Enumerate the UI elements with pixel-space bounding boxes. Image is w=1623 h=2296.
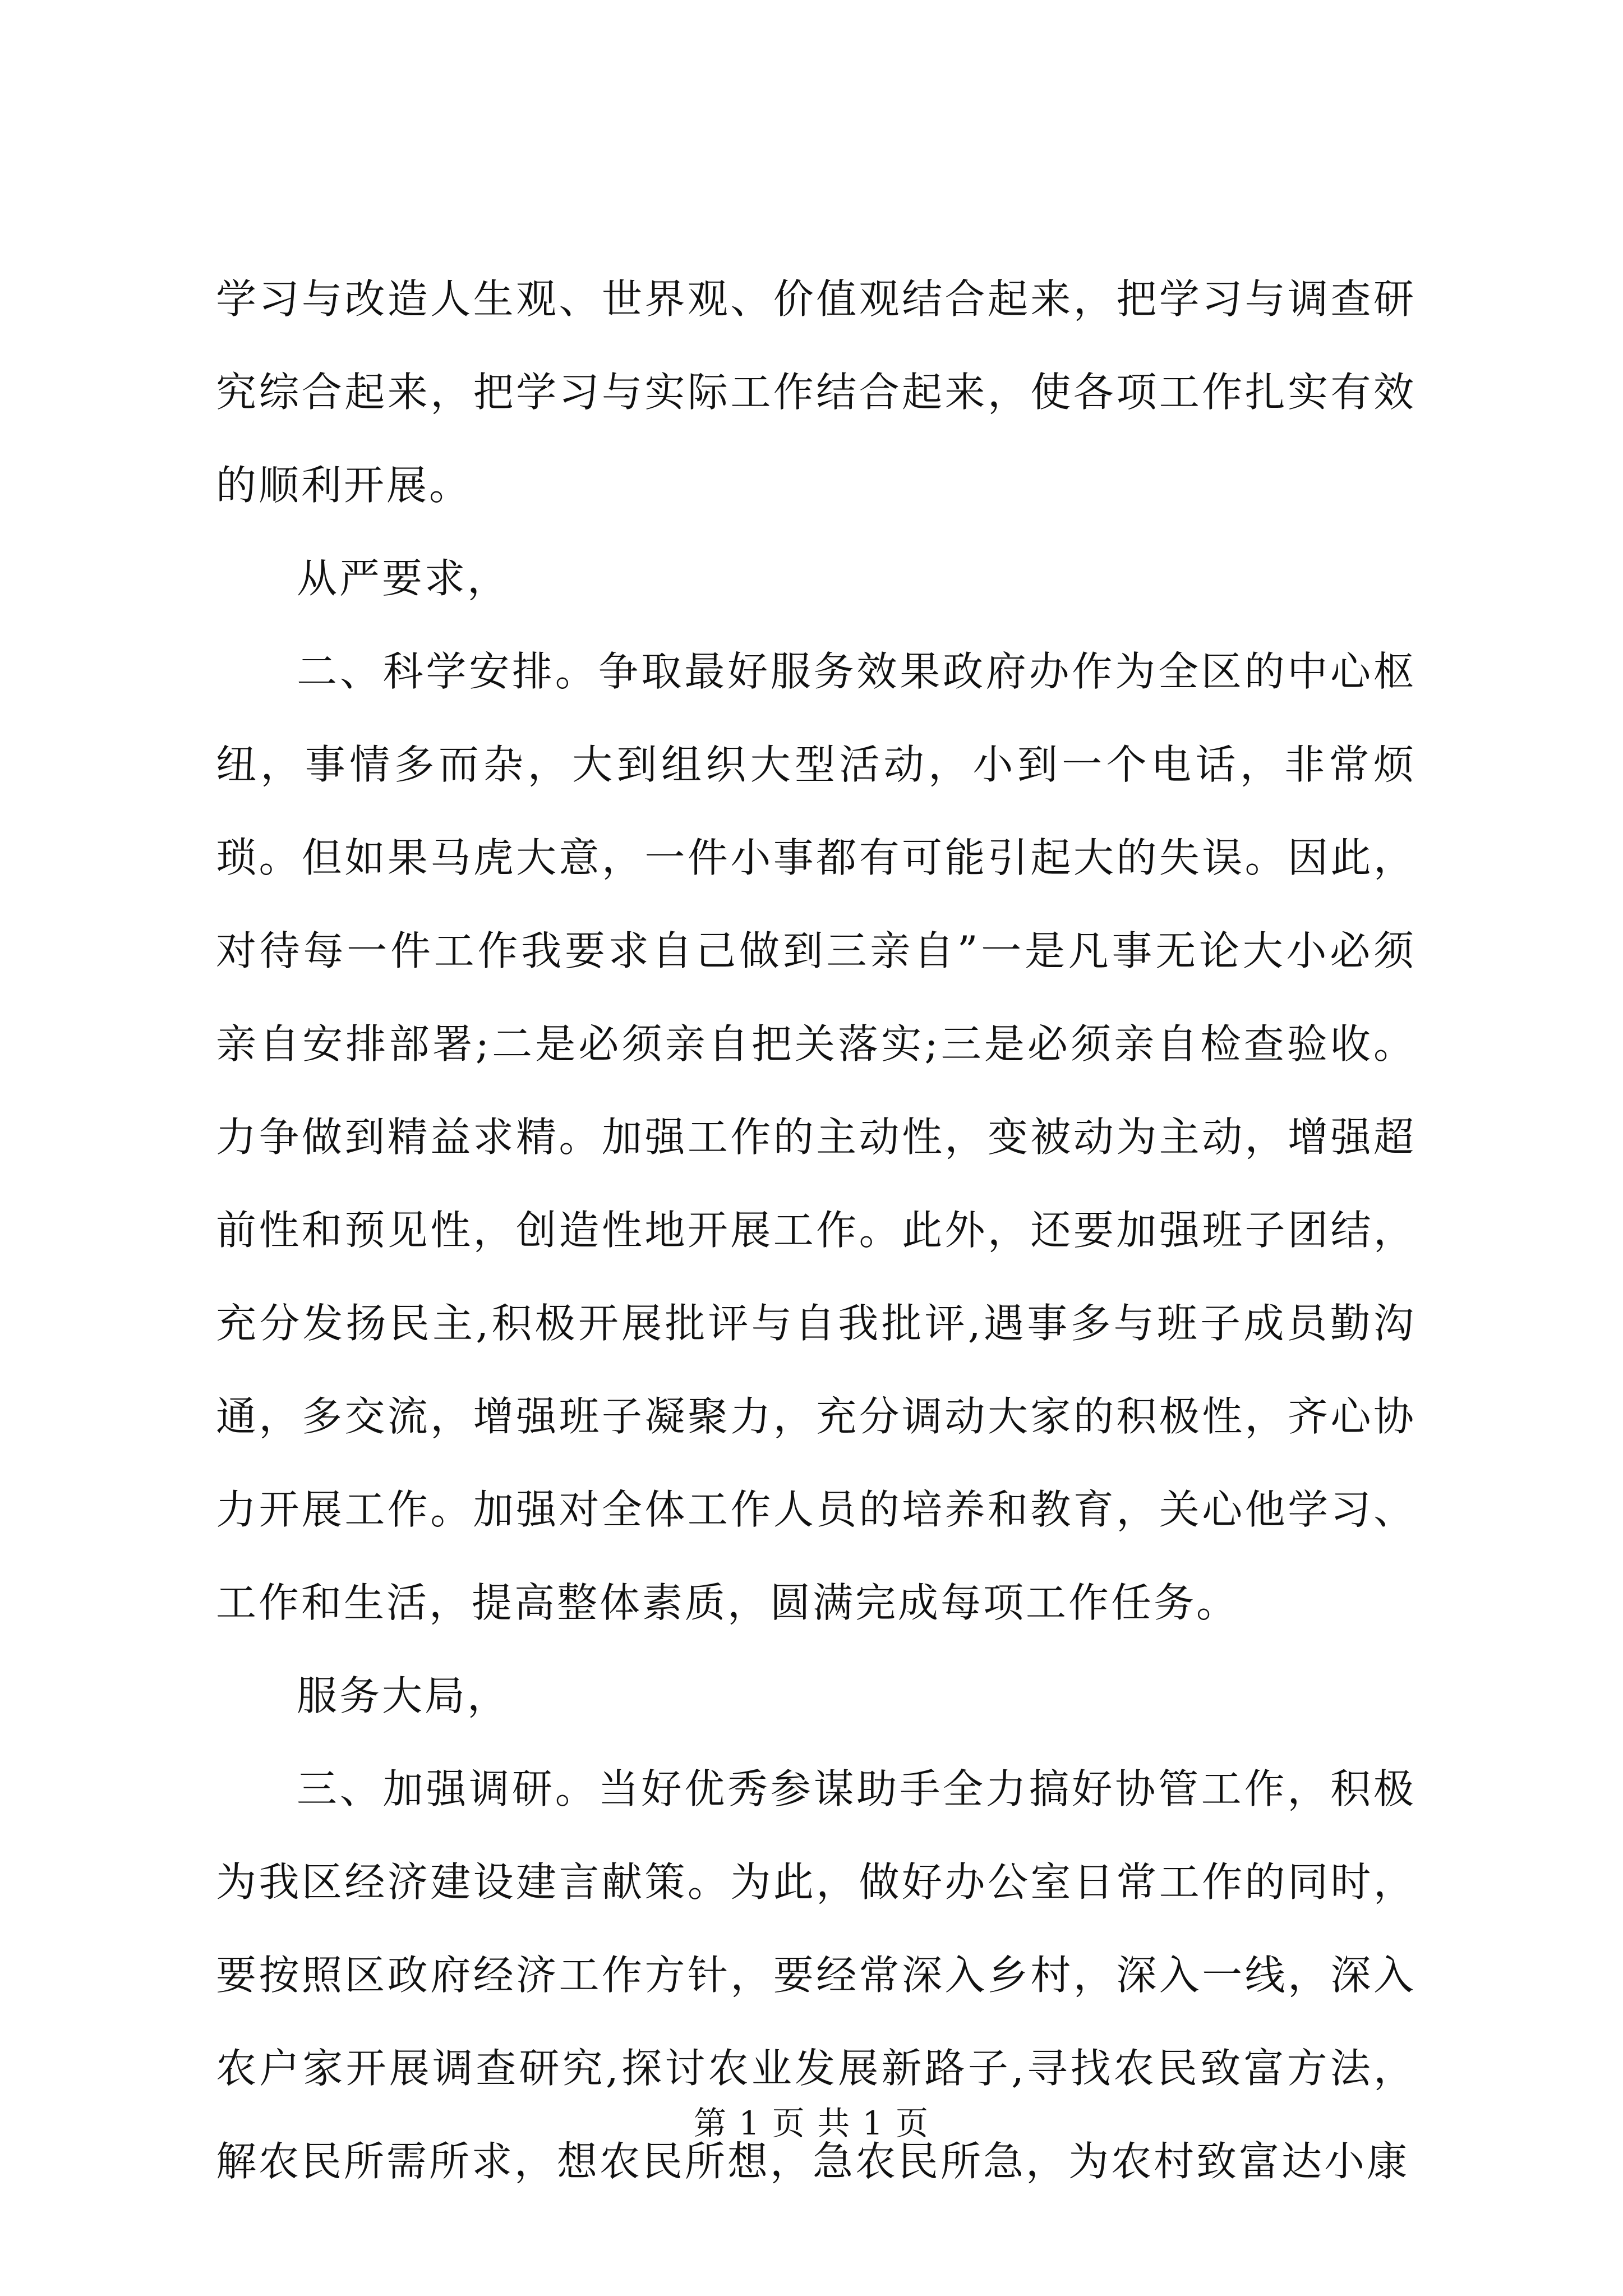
- body-paragraph: 服务大局，: [297, 1672, 510, 1719]
- body-paragraph: 学习与改造人生观、世界观、价值观结合起来，把学习与调查研究综合起来，把学习与实际工作结合起来，使各项工作扎实有效的顺利开展。: [216, 275, 1416, 509]
- page-number-footer: 第 1 页 共 1 页: [694, 2104, 929, 2142]
- document-body: [216, 252, 1416, 2208]
- body-paragraph: 三、加强调研。当好优秀参谋助手全力搞好协管工作，积极为我区经济建设建言献策。为此，做好办公室日常工作的同时，要按照区政府经济工作方针，要经常深入乡村，深入一线，深入农户家开展调查研究,探讨农业发展新路子,寻找农民致富方法，解农民所需所求，想农民所想，急农民所急，为农村致富达小康: [216, 1765, 1416, 2185]
- body-paragraph: 从严要求，: [297, 555, 510, 602]
- body-paragraph: 二、科学安排。争取最好服务效果政府办作为全区的中心枢纽，事情多而杂，大到组织大型活动，小到一个电话，非常烦琐。但如果马虎大意，一件小事都有可能引起大的失误。因此，对待每一件工作我要求自己做到三亲自”一是凡事无论大小必须亲自安排部署;二是必须亲自把关落实;三是必须亲自检查验收。力争做到精益求精。加强工作的主动性，变被动为主动，增强超前性和预见性，创造性地开展工作。此外，还要加强班子团结，充分发扬民主,积极开展批评与自我批评,遇事多与班子成员勤沟通，多交流，增强班子凝聚力，充分调动大家的积极性，齐心协力开展工作。加强对全体工作人员的培养和教育，关心他学习、工作和生活，提高整体素质，圆满完成每项工作任务。: [216, 648, 1416, 1626]
